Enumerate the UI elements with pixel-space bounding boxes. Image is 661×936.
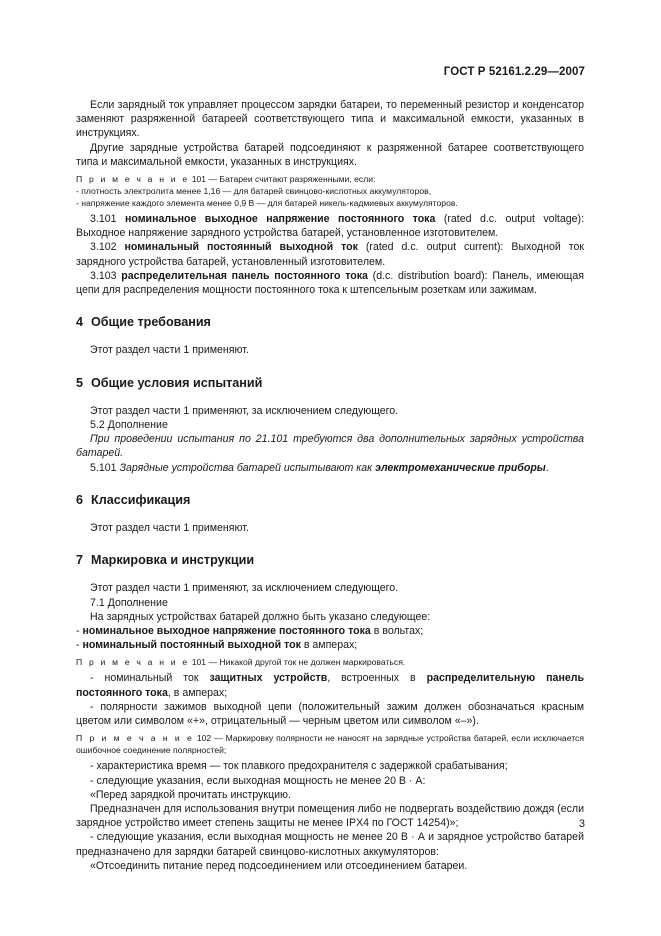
definition-3-101 bbox=[76, 212, 584, 240]
section-heading-6: 6 Классификация bbox=[76, 492, 191, 507]
clause-5-101: 5.101 Зарядные устройства батарей испытывают как электромеханические приборы. bbox=[90, 461, 549, 474]
term: распределительная панель постоянного тока bbox=[121, 269, 368, 282]
paragraph: Этот раздел части 1 применяют, за исключением следующего. bbox=[90, 582, 399, 595]
term: номинальное выходное напряжение постоянного тока bbox=[124, 213, 436, 226]
definition-text: (rated d.c. output voltage): Выходное напряжение зарядного устройства батарей, установленное изготовителем. bbox=[76, 213, 585, 240]
list-item: - следующие указания, если выходная мощность не менее 20 В · А: bbox=[90, 774, 426, 787]
paragraph: На зарядных устройствах батарей должно быть указано следующее: bbox=[90, 610, 431, 623]
note-text: 101 — Батареи считают разряженными, если: bbox=[189, 174, 376, 185]
subclause-heading: 5.2 Дополнение bbox=[90, 419, 168, 432]
paragraph: Если зарядный ток управляет процессом зарядки батареи, то переменный резистор и конденсатор заменяют разряженной батареей соответствующего типа и максимальной емкости, указанных в инструкциях. bbox=[76, 99, 584, 140]
clause-number: 3.103 bbox=[90, 269, 117, 282]
paragraph: Этот раздел части 1 применяют. bbox=[90, 344, 249, 357]
note-label: П р и м е ч а н и е bbox=[76, 174, 190, 185]
page-number: 3 bbox=[578, 818, 585, 830]
subclause-heading: 7.1 Дополнение bbox=[90, 596, 168, 609]
list-item: - номинальный постоянный выходной ток в амперах; bbox=[76, 639, 358, 652]
list-item: - номинальное выходное напряжение постоянного тока в вольтах; bbox=[76, 625, 424, 638]
definition-3-102 bbox=[76, 240, 584, 268]
paragraph-italic: При проведении испытания по 21.101 требуются два дополнительных зарядных устройства батарей. bbox=[76, 433, 584, 460]
definition-text: (rated d.c. output current): Выходной ток зарядного устройства батарей, установленный изготовителем. bbox=[76, 241, 584, 268]
list-item: - следующие указания, если выходная мощность не менее 20 В · А и зарядное устройство батарей предназначено для зарядки батарей свинцово-кислотных аккумуляторов: bbox=[76, 831, 584, 858]
quoted-instruction: Предназначен для использования внутри помещения либо не подвергать воздействию дождя (если зарядное устройство имеет степень защиты не менее IPX4 по ГОСТ 14254)»; bbox=[76, 802, 584, 830]
list-item: - номинальный ток защитных устройств, встроенных в распределительную панель постоянного тока, в амперах; bbox=[76, 672, 584, 699]
quoted-instruction: «Отсоединить питание перед подсоединением или отсоединением батареи. bbox=[90, 859, 468, 872]
note-102-polarity: П р и м е ч а н и е 102 — Маркировку полярности не наносят на зарядные устройства батарей, если исключается ошибочное соединение полярностей; bbox=[76, 733, 584, 756]
note-item: - напряжение каждого элемента менее 0,9 В — для батарей никель-кадмиевых аккумуляторов. bbox=[76, 198, 458, 209]
definition-text: (d.c. distribution board): Панель, имеющая цепи для распределения мощности постоянного тока к штепсельным розеткам или зажимам. bbox=[76, 269, 584, 297]
section-heading-7: 7 Маркировка и инструкции bbox=[76, 553, 255, 568]
document-code: ГОСТ Р 52161.2.29—2007 bbox=[443, 66, 585, 78]
quoted-instruction: «Перед зарядкой прочитать инструкцию. bbox=[90, 788, 291, 801]
paragraph: Этот раздел части 1 применяют. bbox=[90, 522, 249, 535]
clause-number: 3.101 bbox=[90, 213, 117, 226]
note-101-marking: П р и м е ч а н и е 101 — Никакой другой ток не должен маркироваться. bbox=[76, 657, 406, 668]
list-item: - характеристика время — ток плавкого предохранителя с задержкой срабатывания; bbox=[90, 760, 508, 773]
list-item: - полярности зажимов выходной цепи (положительный зажим должен обозначаться красным цветом или символом «+», отрицательный — черным цветом или символом «–»). bbox=[76, 700, 584, 728]
definition-3-103 bbox=[76, 269, 584, 297]
clause-number: 3.102 bbox=[90, 241, 117, 254]
page-body bbox=[76, 98, 584, 873]
note-101-batteries bbox=[76, 173, 584, 209]
note-item: - плотность электролита менее 1,16 — для батарей свинцово-кислотных аккумуляторов, bbox=[76, 186, 432, 197]
section-heading-4: 4 Общие требования bbox=[76, 315, 211, 330]
section-heading-5: 5 Общие условия испытаний bbox=[76, 375, 263, 390]
paragraph: Другие зарядные устройства батарей подсоединяют к разряженной батарее соответствующего типа и максимальной емкости, указанных в инструкциях. bbox=[76, 141, 584, 168]
term: номинальный постоянный выходной ток bbox=[124, 241, 358, 254]
paragraph: Этот раздел части 1 применяют, за исключением следующего. bbox=[90, 404, 399, 417]
